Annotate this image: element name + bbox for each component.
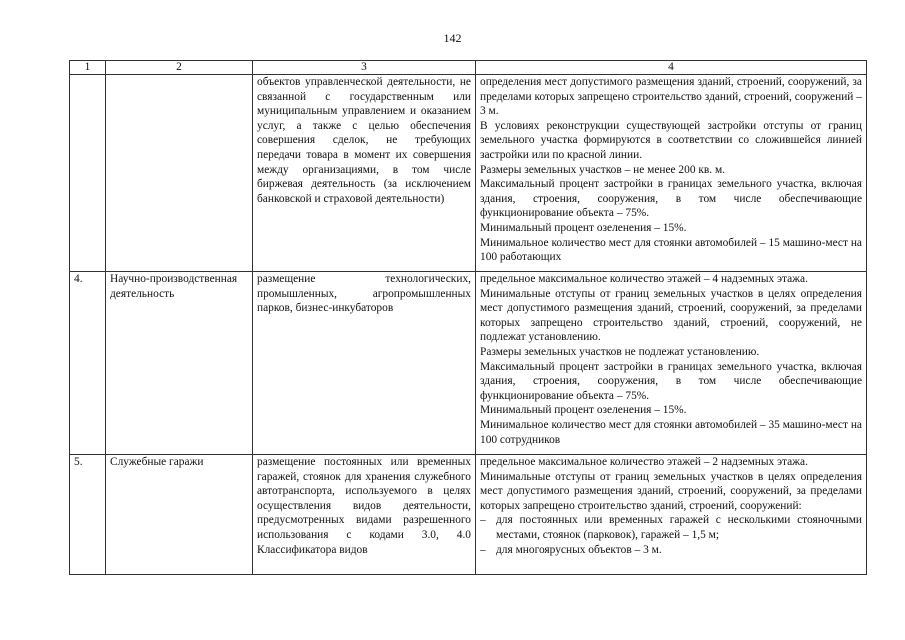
bullet-text: для постоянных или временных гаражей с несколькими стояночными местами, стоянок (парковок), гаражей – 1,5 м; xyxy=(496,514,862,541)
page-number: 142 xyxy=(443,31,462,45)
parameter-text: Минимальное количество мест для стоянки автомобилей – 15 машино-мест на 100 работающих xyxy=(480,236,862,264)
activity-description-cell xyxy=(253,272,476,455)
activity-name: Научно-производственная деятельность xyxy=(110,273,238,300)
parameter-text: В условиях реконструкции существующей застройки отступы от границ земельного участка формируются в соответствии со сложившейся линией застройки или по красной линии. xyxy=(480,119,862,161)
table-row-4 xyxy=(70,272,867,455)
row-number-cell xyxy=(70,75,106,272)
header-col-3: 3 xyxy=(253,61,476,75)
parameter-text: Минимальное количество мест для стоянки автомобилей – 35 машино-мест на 100 сотрудников xyxy=(480,418,862,446)
row-number-cell: 4. xyxy=(70,272,106,455)
land-use-table xyxy=(69,60,867,575)
activity-name-cell xyxy=(106,75,253,272)
activity-description-cell xyxy=(253,75,476,272)
activity-description: объектов управленческой деятельности, не связанной с государственным или муниципальным управлением и оказанием услуг, а также с целью обеспечения совершения сделок, не требующих передачи товара в момент их совершения между организациями, в том числе биржевая деятельность (за исключением банковской и страховой деятельности) xyxy=(257,76,471,205)
activity-name-cell xyxy=(106,455,253,575)
activity-name: Служебные гаражи xyxy=(110,456,204,468)
table-row-5 xyxy=(70,455,867,575)
parameter-text: предельное максимальное количество этажей – 2 надземных этажа. xyxy=(480,456,808,468)
header-col-1: 1 xyxy=(70,61,106,75)
header-col-2: 2 xyxy=(106,61,253,75)
parameters-cell xyxy=(476,75,867,272)
header-row xyxy=(70,61,867,75)
parameter-text: Минимальный процент озеленения – 15%. xyxy=(480,404,687,417)
activity-description: размещение постоянных или временных гаражей, стоянок для хранения служебного автотранспорта, используемого в целях осуществления видов деятельности, предусмотренных видами разрешенного использования с кодами 3.0, 4.0 Классификатора видов xyxy=(257,456,471,556)
parameter-text: предельное максимальное количество этажей – 4 надземных этажа. xyxy=(480,273,808,285)
bullet-item xyxy=(480,543,862,558)
parameter-text: определения мест допустимого размещения зданий, строений, сооружений, за пределами которых запрещено строительство зданий, строений, сооружений – 3 м. xyxy=(480,76,862,118)
bullet-item xyxy=(480,513,862,542)
parameter-text: Минимальные отступы от границ земельных участков в целях определения мест допустимого размещения зданий, строений, сооружений, за пределами которых запрещено строительство зданий, строений, сооружений, не подлежат установлению. xyxy=(480,287,862,344)
activity-description-cell xyxy=(253,455,476,575)
header-col-4: 4 xyxy=(476,61,867,75)
table-row-continued xyxy=(70,75,867,272)
parameter-text: Максимальный процент застройки в границах земельного участка, включая здания, строения, сооружения, в том числе обеспечивающие функционирование объекта – 75%. xyxy=(480,178,862,220)
activity-description: размещение технологических, промышленных, агропромышленных парков, бизнес-инкубаторов xyxy=(257,273,471,315)
parameter-text: Минимальные отступы от границ земельных участков в целях определения мест допустимого размещения зданий, строений, сооружений, за пределами которых запрещено строительство зданий, строений, сооружений: xyxy=(480,470,862,512)
row-number-cell: 5. xyxy=(70,455,106,575)
dash-marker: – xyxy=(480,543,486,556)
dash-marker: – xyxy=(480,514,486,527)
parameters-cell xyxy=(476,455,867,575)
parameter-text: Минимальный процент озеленения – 15%. xyxy=(480,221,687,234)
bullet-text: для многоярусных объектов – 3 м. xyxy=(496,543,662,556)
parameter-text: Максимальный процент застройки в границах земельного участка, включая здания, строения, сооружения, в том числе обеспечивающие функционирование объекта – 75%. xyxy=(480,360,862,402)
activity-name-cell xyxy=(106,272,253,455)
parameters-cell xyxy=(476,272,867,455)
parameter-text: Размеры земельных участков – не менее 200 кв. м. xyxy=(480,163,726,176)
parameter-text: Размеры земельных участков не подлежат установлению. xyxy=(480,345,760,358)
